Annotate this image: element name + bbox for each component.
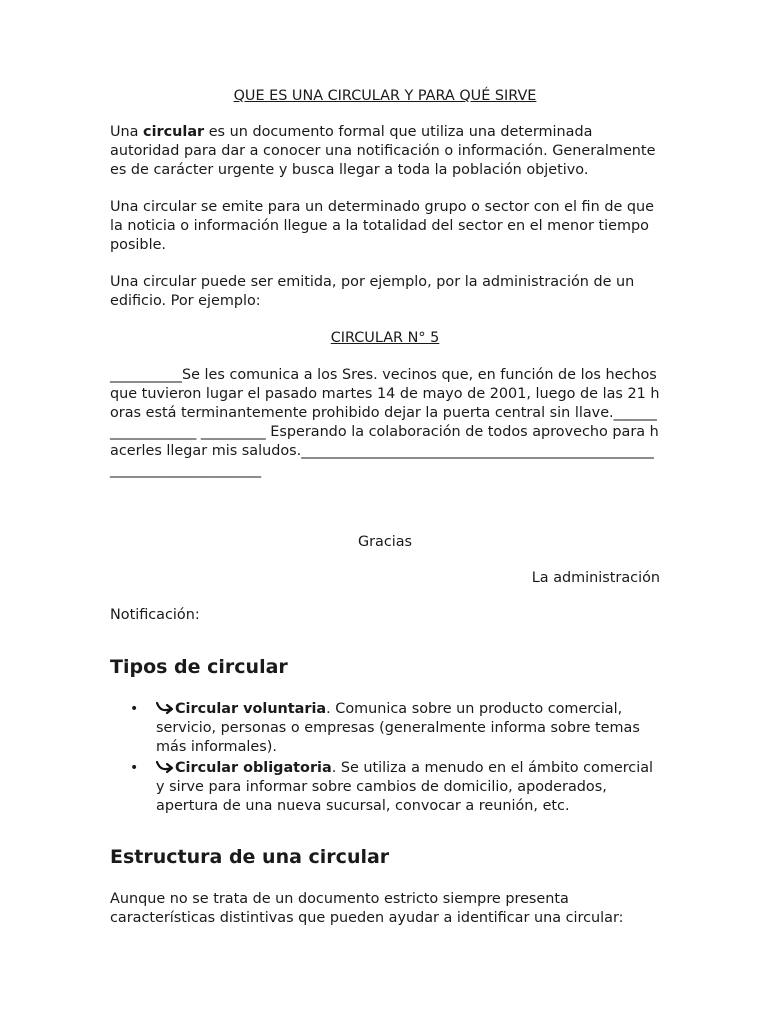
curved-arrow-icon <box>156 760 174 774</box>
paragraph-2: Una circular se emite para un determinado grupo o sector con el fin de que la noticia o información llegue a la totalidad del sector en el menor tiempo posible. <box>110 199 654 253</box>
document-body <box>110 87 660 928</box>
bullet-marker: • <box>130 701 139 717</box>
example-thanks: Gracias <box>357 534 413 550</box>
type-name: Circular voluntaria <box>175 701 327 717</box>
intro-term: circular <box>143 124 205 140</box>
list-item <box>110 700 660 757</box>
notification-label: Notificación: <box>110 607 200 623</box>
intro-text-end: es un documento formal que utiliza una determinada autoridad para dar a conocer una notificación o información. Generalmente es de carácter urgente y busca llegar a toda la población objetivo. <box>110 124 656 178</box>
bullet-marker: • <box>130 760 139 776</box>
paragraph-3: Una circular puede ser emitida, por ejemplo, por la administración de un edificio. Por ejemplo: <box>110 274 635 309</box>
example-signature: La administración <box>531 570 660 586</box>
intro-paragraph <box>110 123 660 180</box>
example-heading: CIRCULAR N° 5 <box>330 330 440 346</box>
type-description: . Comunica sobre un producto comercial, servicio, personas o empresas (generalmente informa sobre temas más informales). <box>156 701 640 755</box>
intro-text-start: Una <box>110 124 144 140</box>
type-name: Circular obligatoria <box>175 760 332 776</box>
list-item <box>110 759 660 816</box>
type-description: . Se utiliza a menudo en el ámbito comercial y sirve para informar sobre cambios de domicilio, apoderados, apertura de una nueva sucursal, convocar a reunión, etc. <box>156 760 654 814</box>
section-heading-structure: Estructura de una circular <box>110 846 390 868</box>
example-body: __________Se les comunica a los Sres. vecinos que, en función de los hechos que tuvieron lugar el pasado martes 14 de mayo de 2001, luego de las 21 horas está terminantemente prohibido dejar la puerta central sin llave.__________________ _________ Esperando la colaboración de todos aprovecho para hacerles llegar mis saludos.______________________________________________________________________ <box>110 367 660 478</box>
curved-arrow-icon <box>156 701 174 715</box>
structure-paragraph: Aunque no se trata de un documento estricto siempre presenta características distintivas que pueden ayudar a identificar una circular: <box>110 891 624 926</box>
document-title: QUE ES UNA CIRCULAR Y PARA QUÉ SIRVE <box>233 88 537 104</box>
types-list <box>110 700 660 816</box>
section-heading-types: Tipos de circular <box>110 656 288 678</box>
